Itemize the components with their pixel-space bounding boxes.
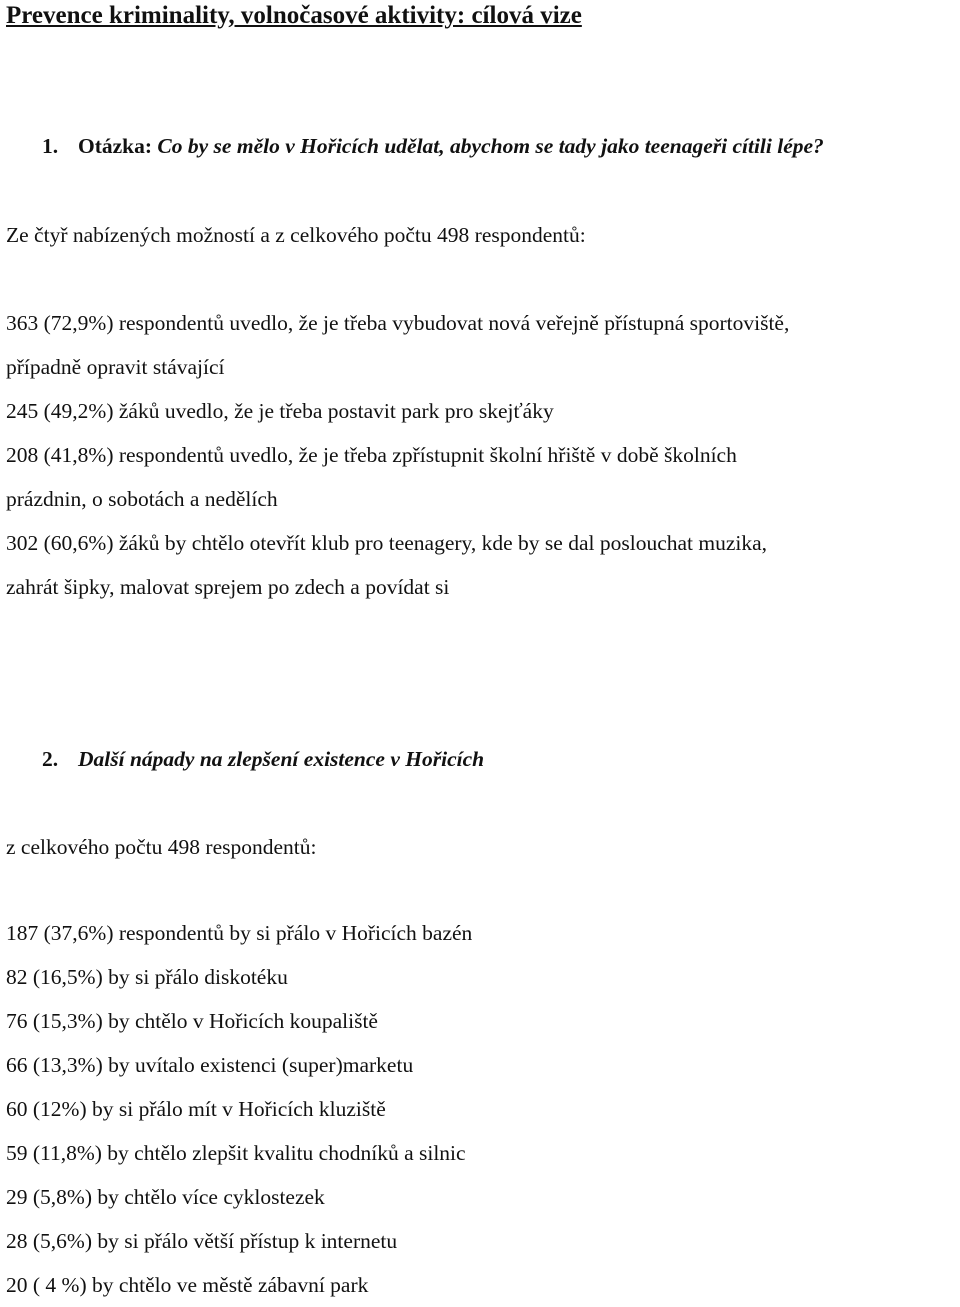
- result-line: zahrát šipky, malovat sprejem po zdech a povídat si: [6, 575, 450, 599]
- question-1-number: 1.: [42, 134, 59, 158]
- section-2-intro: z celkového počtu 498 respondentů:: [6, 835, 317, 859]
- idea-line: 60 (12%) by si přálo mít v Hořicích kluziště: [6, 1097, 386, 1121]
- result-line: prázdnin, o sobotách a nedělích: [6, 487, 278, 511]
- idea-line: 76 (15,3%) by chtělo v Hořicích koupaliště: [6, 1009, 378, 1033]
- question-1-intro: Ze čtyř nabízených možností a z celkového počtu 498 respondentů:: [6, 223, 586, 247]
- question-1-results: [6, 301, 946, 609]
- result-line: 208 (41,8%) respondentů uvedlo, že je třeba zpřístupnit školní hřiště v době školních: [6, 443, 737, 467]
- idea-line: 82 (16,5%) by si přálo diskotéku: [6, 965, 288, 989]
- result-line: případně opravit stávající: [6, 355, 225, 379]
- result-line: 302 (60,6%) žáků by chtělo otevřít klub pro teenagery, kde by se dal poslouchat muzika,: [6, 531, 768, 555]
- section-2-number: 2.: [42, 747, 59, 771]
- result-line: 363 (72,9%) respondentů uvedlo, že je třeba vybudovat nová veřejně přístupná sportoviště,: [6, 311, 790, 335]
- question-1-text: Co by se mělo v Hořicích udělat, abychom se tady jako teenageři cítili lépe?: [157, 134, 824, 158]
- section-2-results: [6, 911, 946, 1307]
- section-2-heading: [42, 744, 484, 774]
- result-line: 245 (49,2%) žáků uvedlo, že je třeba postavit park pro skejťáky: [6, 399, 554, 423]
- document-title: Prevence kriminality, volnočasové aktivity: cílová vize: [6, 2, 582, 29]
- question-1-label: Otázka:: [78, 134, 158, 158]
- idea-line: 20 ( 4 %) by chtělo ve městě zábavní park: [6, 1273, 369, 1297]
- section-2-text: Další nápady na zlepšení existence v Hořicích: [78, 747, 485, 771]
- idea-line: 66 (13,3%) by uvítalo existenci (super)marketu: [6, 1053, 414, 1077]
- idea-line: 187 (37,6%) respondentů by si přálo v Hořicích bazén: [6, 921, 473, 945]
- idea-line: 59 (11,8%) by chtělo zlepšit kvalitu chodníků a silnic: [6, 1141, 466, 1165]
- question-1-heading: [42, 131, 824, 161]
- idea-line: 28 (5,6%) by si přálo větší přístup k internetu: [6, 1229, 398, 1253]
- idea-line: 29 (5,8%) by chtělo více cyklostezek: [6, 1185, 325, 1209]
